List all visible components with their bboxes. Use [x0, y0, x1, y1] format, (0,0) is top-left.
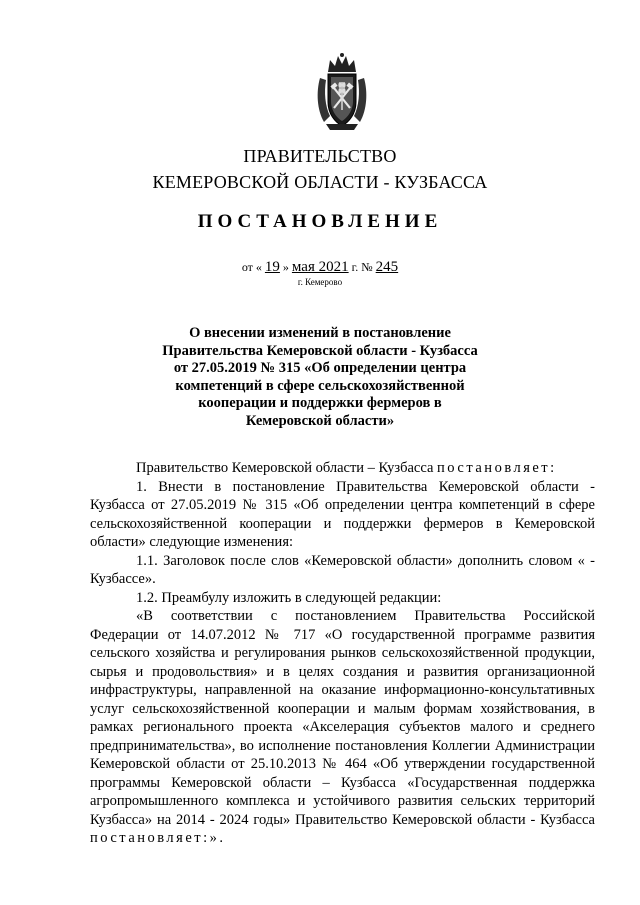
document-type-heading: ПОСТАНОВЛЕНИЕ — [197, 211, 443, 232]
clause-1-2-paragraph: 1.2. Преамбулу изложить в следующей редакции: — [136, 589, 442, 606]
title-line: кооперации и поддержки фермеров в — [198, 395, 442, 411]
city-line: г. Кемерово — [297, 277, 343, 287]
document-title — [150, 325, 490, 430]
document-number: 245 — [375, 259, 399, 275]
date-number-line — [0, 259, 640, 276]
date-month-year: мая 2021 — [291, 259, 349, 275]
title-line: от 27.05.2019 № 315 «Об определении центра — [173, 360, 467, 376]
new-preamble-paragraph — [90, 607, 595, 848]
decree-word-final: постановляет:». — [90, 830, 226, 846]
date-prefix: от « — [241, 260, 262, 274]
decree-word: постановляет: — [437, 460, 557, 476]
title-line: Кемеровской области» — [245, 412, 395, 429]
title-line: О внесении изменений в постановление — [189, 325, 451, 341]
preamble-text: Правительство Кемеровской области – Кузбасса — [136, 460, 438, 476]
year-suffix: г. — [351, 260, 359, 274]
government-line-1: ПРАВИТЕЛЬСТВО — [243, 146, 397, 166]
new-preamble-text: «В соответствии с постановлением Правительства Российской Федерации от 14.07.2012 № 717 «О государственной программе развития сельского хозяйства и регулирования рынков сельскохозяйственной продукции, сырья и продовольствия» и в целях создания и развития организационной инфраструктуры, направленной на оказание информационно-консультативных услуг сельскохозяйственной кооперации и малым формам хозяйствования, в рамках регионального проекта «Акселерация субъектов малого и среднего предпринимательства», во исполнение постановления Коллегии Администрации Кемеровской области от 25.10.2013 № 464 «Об утверждении государственной программы Кемеровской области – Кузбасса «Государственная поддержка агропромышленного комплекса и устойчивого развития сельских территорий Кузбасса» на 2014 - 2024 годы» Правительство Кемеровской области - Кузбасса — [90, 608, 595, 828]
government-line-2: КЕМЕРОВСКОЙ ОБЛАСТИ - КУЗБАССА — [152, 172, 488, 192]
preamble-paragraph — [90, 459, 595, 478]
date-mid: » — [282, 260, 289, 274]
title-line: Правительства Кемеровской области - Кузбасса — [162, 342, 478, 359]
document-body — [90, 459, 595, 848]
number-label: № — [361, 260, 373, 274]
coat-of-arms-icon — [314, 52, 370, 132]
title-line: компетенций в сфере сельскохозяйственной — [175, 377, 465, 394]
clause-1-paragraph: 1. Внести в постановление Правительства Кемеровской области - Кузбасса от 27.05.2019 № 315 «Об определении центра компетенций в сфере сельскохозяйственной кооперации и поддержки фермеров в Кемеровской области» следующие изменения: — [90, 478, 595, 550]
date-day: 19 — [264, 259, 280, 275]
clause-1-1-paragraph: 1.1. Заголовок после слов «Кемеровской области» дополнить словом « - Кузбассе». — [90, 552, 595, 587]
